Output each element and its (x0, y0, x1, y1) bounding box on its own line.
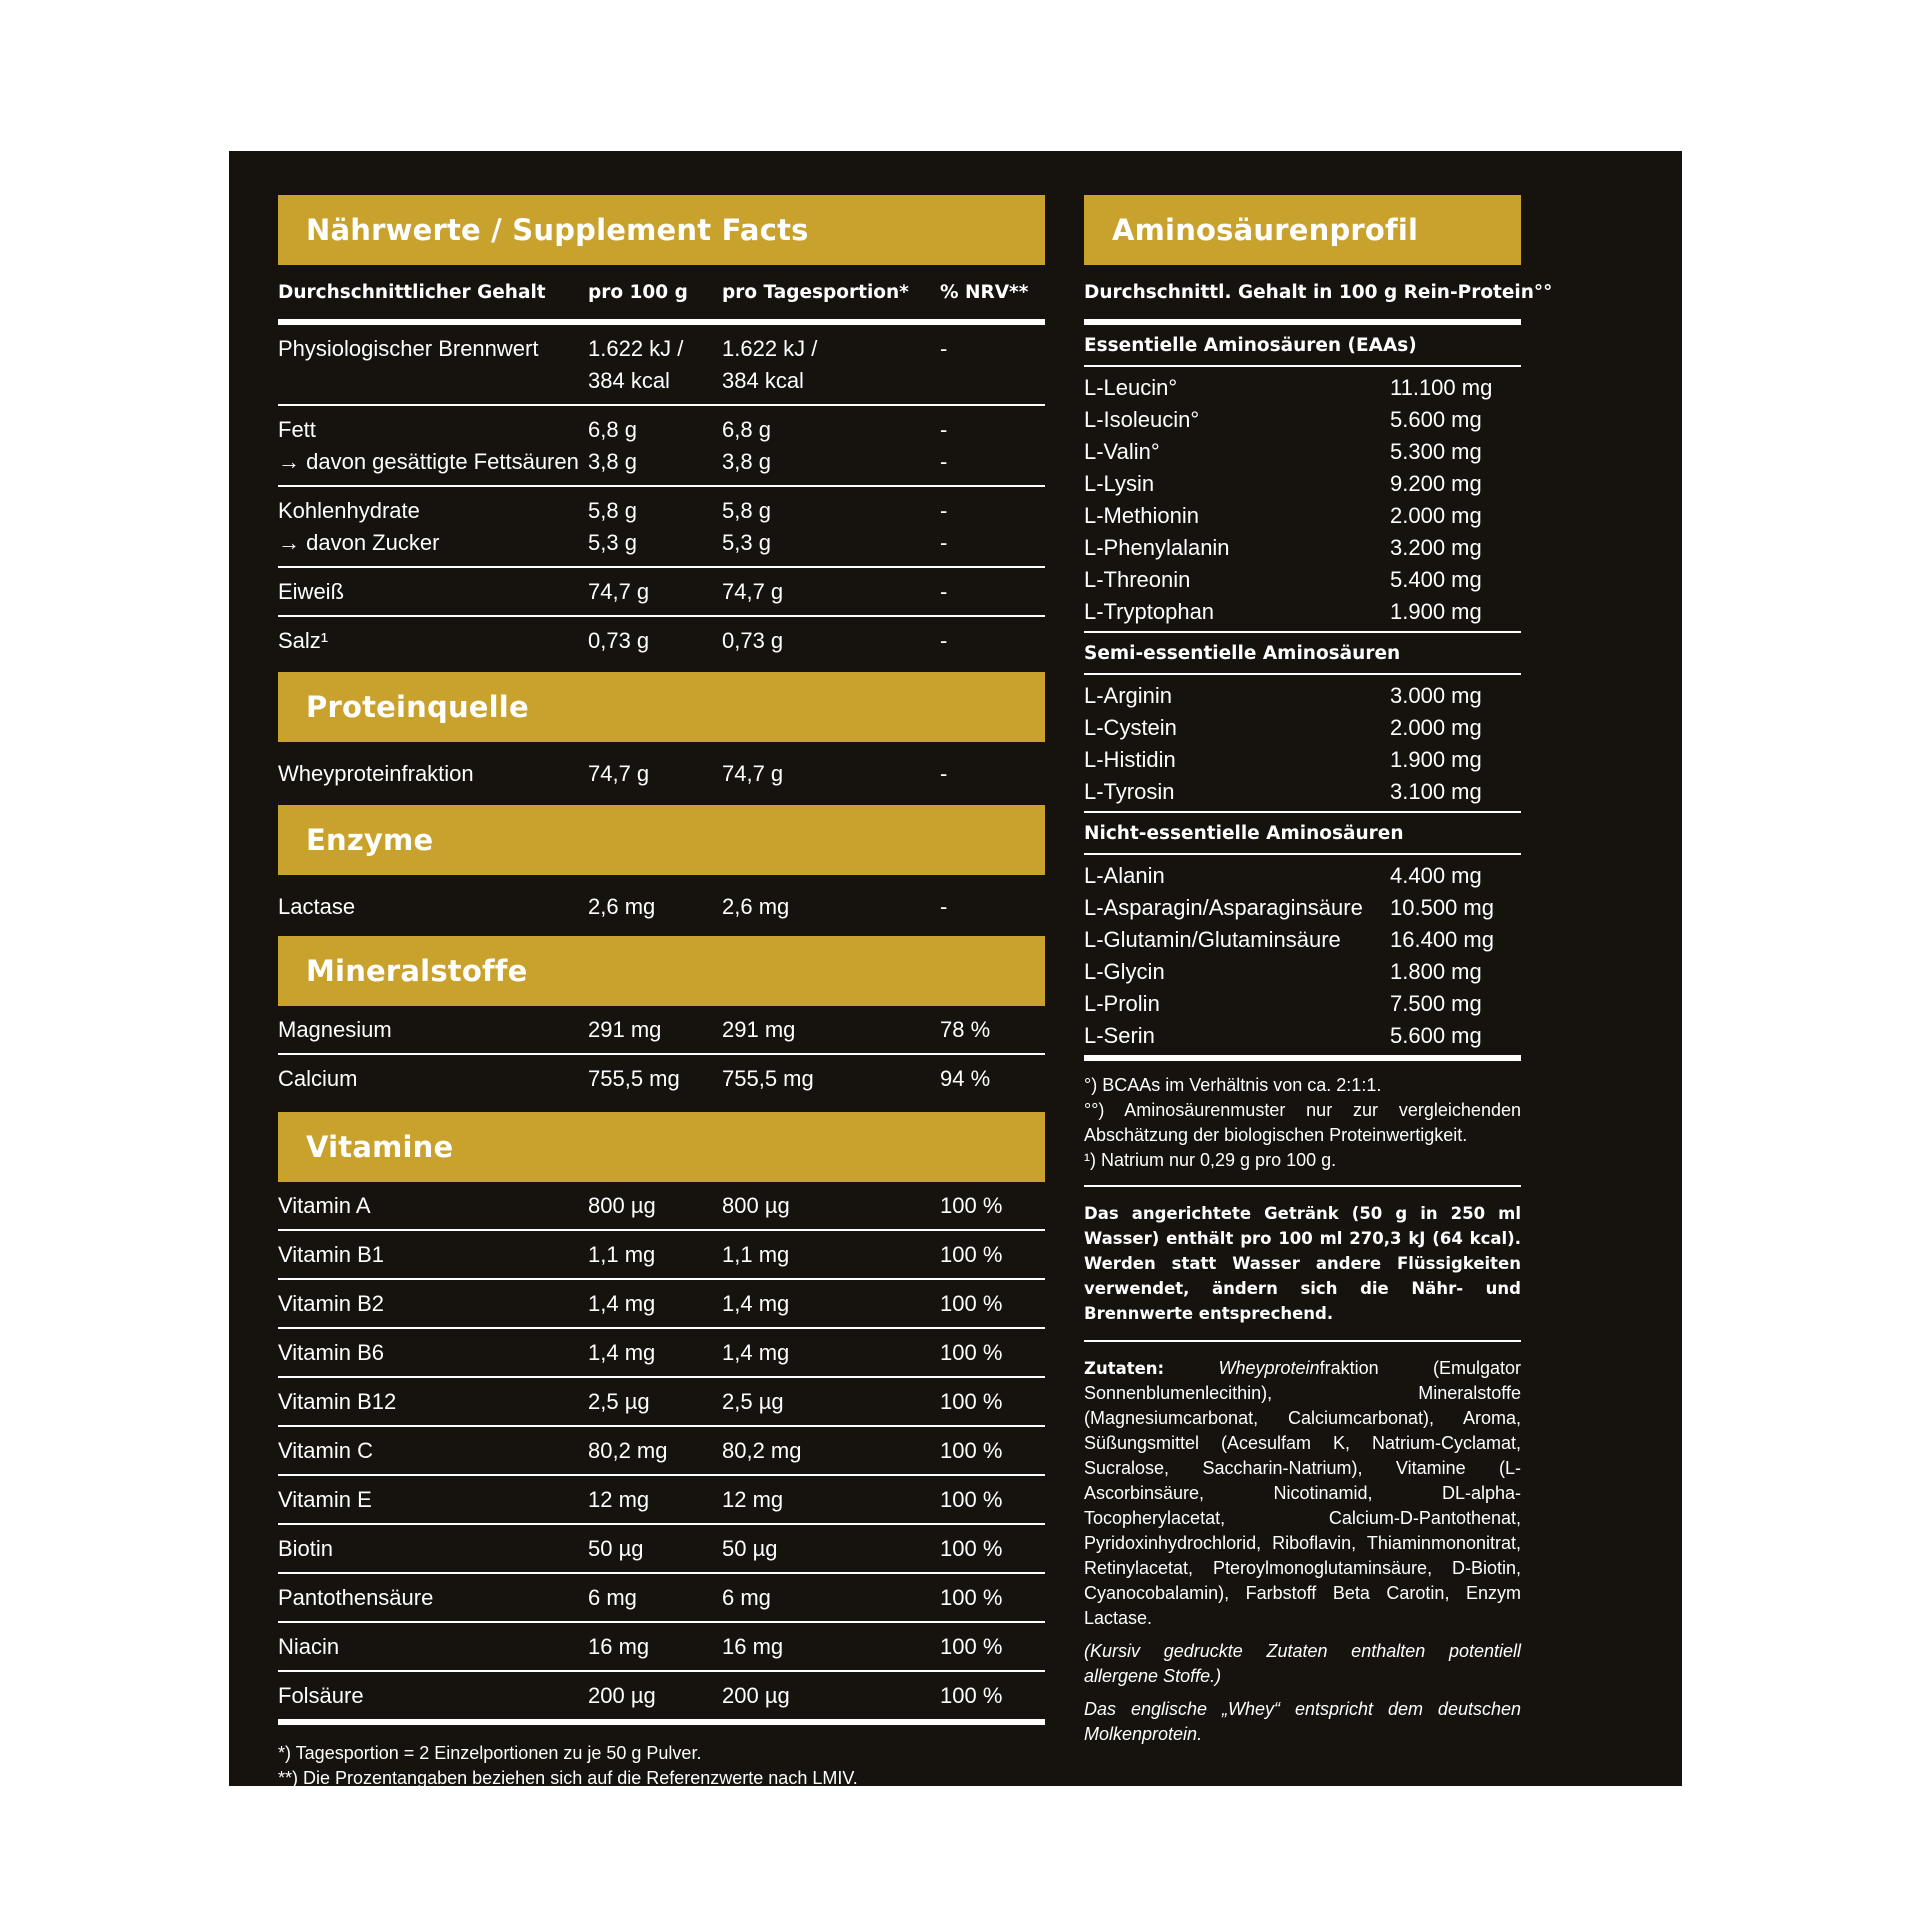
amino-title-band (1084, 195, 1521, 265)
semi-essential-subheading: Semi-essentielle Aminosäuren (1084, 633, 1521, 675)
table-row-vitamin-c (278, 1427, 1045, 1476)
list-item: L-Methionin 2.000 mg (1084, 503, 1482, 528)
row-nrv: - (940, 628, 948, 653)
row-nrv: 100 % (940, 1536, 1003, 1561)
minerals-band (278, 936, 1045, 1006)
row-per-100g: 800 µg (588, 1193, 656, 1218)
row-name: → davon gesättigte Fettsäuren (278, 449, 579, 474)
table-row-lactase (278, 883, 1045, 930)
ingredients-list: fraktion (Emulgator Sonnenblumenlecithin), Mineralstoffe (Magnesiumcarbonat, Calciumcarbonat), Aroma, Süßungsmittel (Acesulfam K, Natrium-Cyclamat, Sucralose, Saccharin-Natrium), Vitamine (L-Ascorbinsäure, Nicotinamid, DL-alpha-Tocopherylacetat, Calcium-D-Pantothenat, Pyridoxinhydrochlorid, Riboflavin, Thiaminmononitrat, Retinylacetat, Pteroylmonoglutaminsäure, D-Biotin, Cyanocobalamin), Farbstoff Beta Carotin, Enzym Lactase. (1084, 1358, 1521, 1628)
table-row-biotin (278, 1525, 1045, 1574)
row-per-serving: 2,6 mg (722, 894, 790, 919)
row-per-100g: 5,3 g (588, 530, 637, 555)
row-per-100g: 1,1 mg (588, 1242, 656, 1267)
footnote-sodium: ¹) Natrium nur 0,29 g pro 100 g. (1084, 1150, 1337, 1170)
table-row-vitamin-b12 (278, 1378, 1045, 1427)
drink-note: Das angerichtete Getränk (50 g in 250 ml Wasser) enthält pro 100 ml 270,3 kJ (64 kcal). Werden statt Wasser andere Flüssigkeiten verwendet, ändern sich die Nähr- und Brennwerte entsprechend. (1084, 1187, 1521, 1342)
allergen-note: (Kursiv gedruckte Zutaten enthalten potentiell allergene Stoffe.) (1084, 1641, 1521, 1686)
list-item: L-Phenylalanin 3.200 mg (1084, 535, 1482, 560)
row-per-serving: 755,5 mg (722, 1066, 814, 1091)
row-nrv: - (940, 530, 948, 555)
row-name: Lactase (278, 894, 356, 919)
row-nrv: 100 % (940, 1242, 1003, 1267)
row-nrv: 100 % (940, 1291, 1003, 1316)
non-essential-subheading: Nicht-essentielle Aminosäuren (1084, 813, 1521, 855)
row-per-100g: 200 µg (588, 1683, 656, 1708)
nutrition-header-row (278, 265, 1045, 325)
list-item: L-Lysin 9.200 mg (1084, 471, 1482, 496)
table-row-vitamin-b6 (278, 1329, 1045, 1378)
row-name: Fett (278, 417, 316, 442)
eaa-subheading: Essentielle Aminosäuren (EAAs) (1084, 325, 1521, 367)
list-item: L-Arginin 3.000 mg (1084, 683, 1482, 708)
row-nrv: - (940, 761, 948, 786)
row-per-100g: 1,4 mg (588, 1291, 656, 1316)
eaa-list (1084, 367, 1521, 633)
row-nrv: - (940, 449, 948, 474)
row-name: Eiweiß (278, 579, 345, 604)
table-row-pantothenic-acid (278, 1574, 1045, 1623)
row-per-100g: 2,5 µg (588, 1389, 650, 1414)
table-row-carbs (278, 487, 1045, 568)
header-content: Durchschnittlicher Gehalt (278, 281, 546, 303)
row-name: Physiologischer Brennwert (278, 336, 539, 361)
row-nrv: 100 % (940, 1634, 1003, 1659)
list-item: L-Glycin 1.800 mg (1084, 959, 1482, 984)
row-per-serving: 1,4 mg (722, 1291, 790, 1316)
row-nrv: - (940, 417, 948, 442)
row-per-serving: 200 µg (722, 1683, 790, 1708)
table-row-vitamin-a (278, 1182, 1045, 1231)
header-per-serving: pro Tagesportion* (722, 281, 909, 303)
ingredients-allergen: Wheyprotein (1218, 1358, 1320, 1378)
list-item: L-Asparagin/Asparaginsäure 10.500 mg (1084, 895, 1494, 920)
table-row-vitamin-b1 (278, 1231, 1045, 1280)
row-nrv: 100 % (940, 1193, 1003, 1218)
row-per-100g: 384 kcal (588, 368, 670, 393)
row-name: → davon Zucker (278, 530, 440, 555)
row-name: Salz¹ (278, 628, 329, 653)
protein-source-band (278, 672, 1045, 742)
list-item: L-Isoleucin° 5.600 mg (1084, 407, 1482, 432)
row-per-serving: 5,3 g (722, 530, 771, 555)
row-nrv: 100 % (940, 1389, 1003, 1414)
row-per-100g: 6,8 g (588, 417, 637, 442)
row-per-100g: 50 µg (588, 1536, 644, 1561)
row-name: Folsäure (278, 1683, 364, 1708)
table-row-magnesium (278, 1006, 1045, 1055)
row-per-serving: 2,5 µg (722, 1389, 784, 1414)
list-item: L-Threonin 5.400 mg (1084, 567, 1482, 592)
nutrition-title-band (278, 195, 1045, 265)
row-per-100g: 1,4 mg (588, 1340, 656, 1365)
table-row-protein (278, 568, 1045, 617)
row-nrv: 100 % (940, 1683, 1003, 1708)
row-per-100g: 755,5 mg (588, 1066, 680, 1091)
table-row-energy (278, 325, 1045, 406)
row-per-serving: 6 mg (722, 1585, 771, 1610)
row-nrv: 94 % (940, 1066, 991, 1091)
row-nrv: - (940, 336, 948, 361)
row-nrv: 100 % (940, 1340, 1003, 1365)
row-per-serving: 3,8 g (722, 449, 771, 474)
row-per-100g: 12 mg (588, 1487, 650, 1512)
row-name: Biotin (278, 1536, 334, 1561)
row-name: Kohlenhydrate (278, 498, 420, 523)
row-per-100g: 74,7 g (588, 579, 650, 604)
row-per-100g: 1.622 kJ / (588, 336, 684, 361)
amino-title: Aminosäurenprofil (1112, 213, 1419, 247)
list-item: L-Tryptophan 1.900 mg (1084, 599, 1482, 624)
row-per-serving: 5,8 g (722, 498, 771, 523)
row-nrv: 100 % (940, 1438, 1003, 1463)
row-per-100g: 291 mg (588, 1017, 662, 1042)
label-panel (229, 151, 1682, 1786)
row-name: Niacin (278, 1634, 340, 1659)
list-item: L-Valin° 5.300 mg (1084, 439, 1482, 464)
row-per-serving: 1,1 mg (722, 1242, 790, 1267)
left-footnotes (278, 1741, 1045, 1791)
ingredients-label: Zutaten: (1084, 1359, 1165, 1378)
protein-source-title: Proteinquelle (306, 690, 529, 724)
row-per-100g: 16 mg (588, 1634, 650, 1659)
row-name: Pantothensäure (278, 1585, 434, 1610)
amino-column (1084, 195, 1553, 1747)
list-item: L-Prolin 7.500 mg (1084, 991, 1482, 1016)
header-per-100g: pro 100 g (588, 281, 688, 303)
table-row-fat (278, 406, 1045, 487)
table-row-salt (278, 617, 1045, 664)
table-row-calcium (278, 1055, 1045, 1102)
whey-note: Das englische „Whey“ entspricht dem deutschen Molkenprotein. (1084, 1699, 1521, 1744)
minerals-title: Mineralstoffe (306, 954, 528, 988)
list-item: L-Alanin 4.400 mg (1084, 863, 1482, 888)
row-name: Vitamin B1 (278, 1242, 384, 1267)
row-per-serving: 80,2 mg (722, 1438, 802, 1463)
row-per-100g: 2,6 mg (588, 894, 656, 919)
row-per-serving: 74,7 g (722, 761, 784, 786)
table-row-folic-acid (278, 1672, 1045, 1725)
row-name: Vitamin B6 (278, 1340, 384, 1365)
nutrition-title: Nährwerte / Supplement Facts (306, 213, 809, 247)
row-per-serving: 291 mg (722, 1017, 796, 1042)
footnote-bcaa: °) BCAAs im Verhältnis von ca. 2:1:1. (1084, 1075, 1382, 1095)
row-name: Vitamin C (278, 1438, 373, 1463)
row-per-100g: 0,73 g (588, 628, 650, 653)
row-per-100g: 6 mg (588, 1585, 637, 1610)
row-per-100g: 5,8 g (588, 498, 637, 523)
table-row-niacin (278, 1623, 1045, 1672)
row-per-serving: 1,4 mg (722, 1340, 790, 1365)
row-per-serving: 1.622 kJ / (722, 336, 818, 361)
row-name: Magnesium (278, 1017, 392, 1042)
footnote-serving: *) Tagesportion = 2 Einzelportionen zu je 50 g Pulver. (278, 1743, 702, 1763)
semi-essential-list (1084, 675, 1521, 813)
row-per-serving: 12 mg (722, 1487, 784, 1512)
row-nrv: - (940, 498, 948, 523)
list-item: L-Serin 5.600 mg (1084, 1023, 1482, 1048)
list-item: L-Leucin° 11.100 mg (1084, 375, 1493, 400)
list-item: L-Histidin 1.900 mg (1084, 747, 1482, 772)
enzyme-title: Enzyme (306, 823, 434, 857)
vitamins-band (278, 1112, 1045, 1182)
row-per-serving: 16 mg (722, 1634, 784, 1659)
table-row-vitamin-e (278, 1476, 1045, 1525)
row-nrv: - (940, 579, 948, 604)
enzyme-band (278, 805, 1045, 875)
non-essential-list (1084, 855, 1521, 1061)
row-name: Vitamin E (278, 1487, 372, 1512)
row-name: Vitamin A (278, 1193, 371, 1218)
header-nrv: % NRV** (940, 281, 1029, 303)
footnote-pattern: °°) Aminosäurenmuster nur zur vergleichenden Abschätzung der biologischen Proteinwertigkeit. (1084, 1100, 1521, 1145)
ingredients-text (1084, 1342, 1521, 1631)
nutrition-column (278, 195, 1045, 1791)
row-name: Vitamin B12 (278, 1389, 397, 1414)
vitamins-title: Vitamine (306, 1130, 454, 1164)
row-nrv: 100 % (940, 1487, 1003, 1512)
table-row-vitamin-b2 (278, 1280, 1045, 1329)
row-nrv: - (940, 894, 948, 919)
row-per-100g: 3,8 g (588, 449, 637, 474)
row-per-serving: 384 kcal (722, 368, 804, 393)
list-item: L-Glutamin/Glutaminsäure 16.400 mg (1084, 927, 1494, 952)
row-per-serving: 6,8 g (722, 417, 771, 442)
row-per-serving: 74,7 g (722, 579, 784, 604)
table-row-whey (278, 750, 1045, 797)
row-nrv: 100 % (940, 1585, 1003, 1610)
row-name: Calcium (278, 1066, 358, 1091)
footnote-nrv: **) Die Prozentangaben beziehen sich auf die Referenzwerte nach LMIV. (278, 1768, 858, 1788)
row-name: Vitamin B2 (278, 1291, 384, 1316)
amino-header: Durchschnittl. Gehalt in 100 g Rein-Protein°° (1084, 265, 1521, 325)
row-per-serving: 50 µg (722, 1536, 778, 1561)
row-per-100g: 74,7 g (588, 761, 650, 786)
row-per-serving: 0,73 g (722, 628, 784, 653)
amino-footnotes (1084, 1061, 1521, 1187)
row-per-100g: 80,2 mg (588, 1438, 668, 1463)
row-per-serving: 800 µg (722, 1193, 790, 1218)
list-item: L-Cystein 2.000 mg (1084, 715, 1482, 740)
row-name: Wheyproteinfraktion (278, 761, 474, 786)
list-item: L-Tyrosin 3.100 mg (1084, 779, 1482, 804)
row-nrv: 78 % (940, 1017, 991, 1042)
